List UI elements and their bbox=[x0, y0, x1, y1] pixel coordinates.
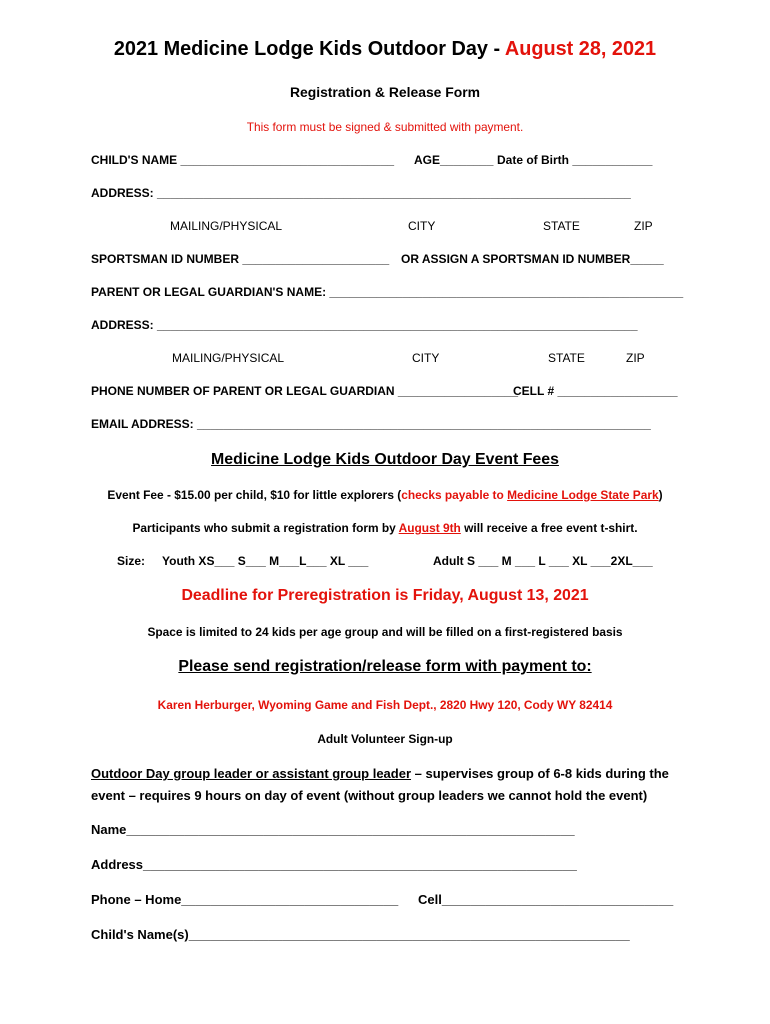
fees-heading: Medicine Lodge Kids Outdoor Day Event Fees bbox=[211, 451, 559, 468]
form-subtitle: Registration & Release Form bbox=[289, 84, 481, 100]
child-addr-mailing-label: MAILING/PHYSICAL bbox=[170, 219, 283, 233]
volunteer-address-field[interactable]: Address____________________________________________________________ bbox=[91, 857, 577, 872]
title-main: 2021 Medicine Lodge Kids Outdoor Day - bbox=[113, 38, 505, 60]
guardian-name-field[interactable]: PARENT OR LEGAL GUARDIAN'S NAME: _____________________________________________________ bbox=[91, 285, 684, 299]
guardian-address-field[interactable]: ADDRESS: ________________________________________________________________________ bbox=[91, 318, 638, 332]
guardian-cell-field[interactable]: CELL # __________________ bbox=[513, 384, 678, 398]
volunteer-cell-field[interactable]: Cell________________________________ bbox=[418, 892, 674, 907]
size-label: Size: bbox=[117, 554, 146, 568]
shirt-post: will receive a free event t-shirt. bbox=[460, 521, 638, 535]
send-heading: Please send registration/release form with payment to: bbox=[178, 658, 592, 675]
guardian-addr-state-label: STATE bbox=[548, 351, 585, 365]
volunteer-phone-field[interactable]: Phone – Home______________________________ bbox=[91, 892, 399, 907]
child-addr-state-label: STATE bbox=[543, 219, 580, 233]
volunteer-name-field[interactable]: Name______________________________________________________________ bbox=[91, 822, 575, 837]
signature-notice: This form must be signed & submitted with payment. bbox=[246, 120, 524, 134]
email-field[interactable]: EMAIL ADDRESS: ____________________________________________________________________ bbox=[91, 417, 651, 431]
guardian-addr-mailing-label: MAILING/PHYSICAL bbox=[172, 351, 285, 365]
assign-sportsman-id-field[interactable]: OR ASSIGN A SPORTSMAN ID NUMBER_____ bbox=[401, 252, 664, 266]
title-date: August 28, 2021 bbox=[504, 38, 657, 60]
child-addr-city-label: CITY bbox=[408, 219, 436, 233]
volunteer-description-line1 bbox=[91, 766, 669, 781]
child-address-field[interactable]: ADDRESS: _______________________________________________________________________ bbox=[91, 186, 631, 200]
youth-sizes-field[interactable]: Youth XS___ S___ M___L___ XL ___ bbox=[162, 554, 369, 568]
child-name-field[interactable]: CHILD'S NAME ________________________________ bbox=[91, 153, 395, 167]
event-fee-line bbox=[0, 488, 770, 502]
child-addr-zip-label: ZIP bbox=[634, 219, 653, 233]
form-title bbox=[0, 38, 770, 61]
shirt-pre: Participants who submit a registration form by bbox=[132, 521, 399, 535]
adult-sizes-field[interactable]: Adult S ___ M ___ L ___ XL ___2XL___ bbox=[433, 554, 653, 568]
age-field[interactable]: AGE________ bbox=[414, 153, 494, 167]
volunteer-children-field[interactable]: Child's Name(s)_____________________________________________________________ bbox=[91, 927, 630, 942]
tshirt-line bbox=[0, 521, 770, 535]
deadline-notice: Deadline for Preregistration is Friday, August 13, 2021 bbox=[181, 587, 589, 604]
guardian-addr-city-label: CITY bbox=[412, 351, 440, 365]
volunteer-heading: Adult Volunteer Sign-up bbox=[317, 732, 453, 746]
park-name: Medicine Lodge State Park bbox=[507, 488, 659, 502]
fee-close-paren: ) bbox=[658, 488, 663, 502]
sportsman-id-field[interactable]: SPORTSMAN ID NUMBER ______________________ bbox=[91, 252, 390, 266]
dob-field[interactable]: Date of Birth ____________ bbox=[497, 153, 653, 167]
space-limit-note: Space is limited to 24 kids per age group and will be filled on a first-registered basis bbox=[147, 625, 623, 639]
volunteer-role: Outdoor Day group leader or assistant group leader bbox=[91, 766, 412, 781]
checks-text: checks payable to bbox=[401, 488, 508, 502]
volunteer-description-line2: event – requires 9 hours on day of event (without group leaders we cannot hold the event) bbox=[91, 788, 648, 803]
mailing-address: Karen Herburger, Wyoming Game and Fish Dept., 2820 Hwy 120, Cody WY 82414 bbox=[157, 698, 613, 712]
guardian-phone-field[interactable]: PHONE NUMBER OF PARENT OR LEGAL GUARDIAN __________________ bbox=[91, 384, 519, 398]
volunteer-desc1: – supervises group of 6-8 kids during the bbox=[411, 766, 669, 781]
shirt-date: August 9th bbox=[398, 521, 461, 535]
fee-text: Event Fee - $15.00 per child, $10 for little explorers ( bbox=[107, 488, 402, 502]
guardian-addr-zip-label: ZIP bbox=[626, 351, 645, 365]
